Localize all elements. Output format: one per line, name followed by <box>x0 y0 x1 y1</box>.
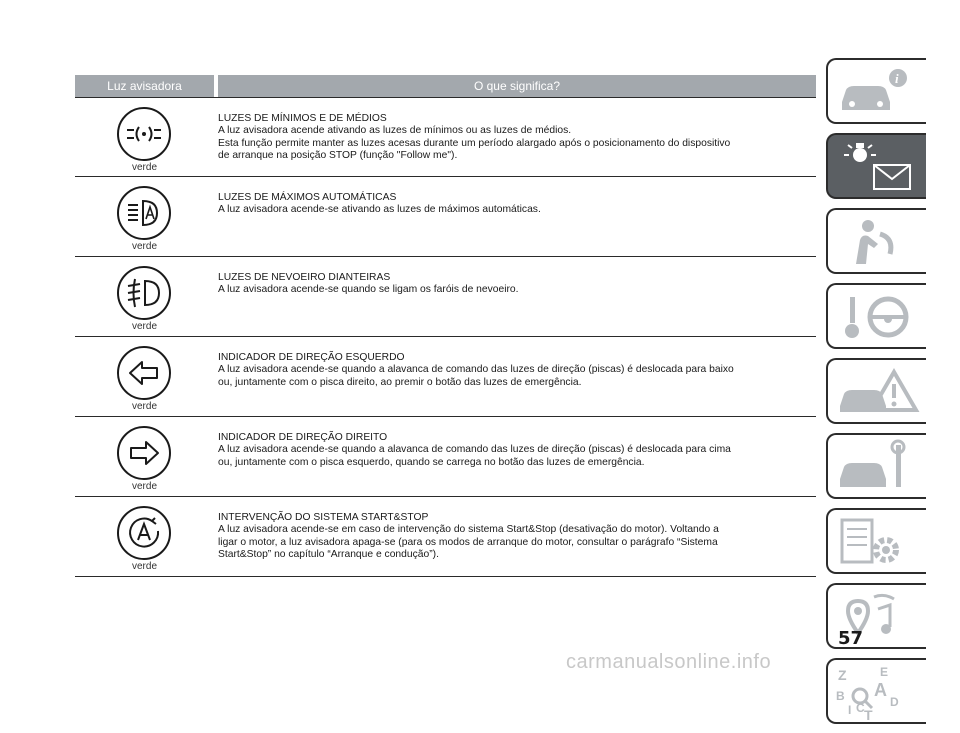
row-title: LUZES DE NEVOEIRO DIANTEIRAS <box>218 272 391 283</box>
low-beam-lights-icon <box>117 107 171 161</box>
row-text: Start&Stop” no capítulo “Arranque e condução”). <box>218 549 439 561</box>
row-text: ligar o motor, a luz avisadora apaga-se (para os modos de arranque do motor, consultar o parágrafo “Sistema <box>218 536 718 548</box>
left-turn-arrow-icon <box>117 346 171 400</box>
color-label: verde <box>131 561 157 572</box>
row-text: A luz avisadora acende ativando as luzes de mínimos ou as luzes de médios. <box>218 125 572 137</box>
description-cell <box>218 417 816 496</box>
color-label: verde <box>131 481 157 492</box>
index-letter: I <box>848 703 852 717</box>
row-text: ou, juntamente com o pisca esquerdo, quando se carrega no botão das luzes de emergência. <box>218 456 645 468</box>
header-warning-light: Luz avisadora <box>75 75 214 97</box>
index-letter: T <box>864 707 873 720</box>
icon-cell <box>75 177 214 256</box>
description-cell <box>218 257 816 336</box>
seat-airbag-icon[interactable] <box>826 208 926 274</box>
alphabetical-index-icon[interactable] <box>826 658 926 724</box>
index-letter: E <box>880 665 889 679</box>
index-letter: B <box>836 689 845 703</box>
row-title: INDICADOR DE DIREÇÃO ESQUERDO <box>218 352 405 363</box>
row-text: A luz avisadora acende-se em caso de intervenção do sistema Start&Stop (desativação do motor). Voltando a <box>218 524 719 536</box>
table-row <box>75 497 816 577</box>
color-label: verde <box>131 321 157 332</box>
table-row <box>75 177 816 257</box>
header-meaning: O que significa? <box>218 75 816 97</box>
index-letter: A <box>874 680 887 700</box>
table-row <box>75 337 816 417</box>
description-cell <box>218 337 816 416</box>
row-title: LUZES DE MÁXIMOS AUTOMÁTICAS <box>218 192 397 203</box>
table-header <box>75 75 816 97</box>
car-maintenance-icon[interactable] <box>826 433 926 499</box>
watermark: carmanualsonline.info <box>566 651 772 673</box>
description-cell <box>218 497 816 576</box>
warning-light-message-icon[interactable] <box>826 133 926 199</box>
row-text: A luz avisadora acende-se quando a alavanca de comando das luzes de direção (piscas) é deslocada para baixo <box>218 364 734 376</box>
index-letter: D <box>890 695 899 709</box>
icon-cell <box>75 417 214 496</box>
table-row <box>75 257 816 337</box>
row-title: INDICADOR DE DIREÇÃO DIREITO <box>218 432 388 443</box>
page-number: 57 <box>838 628 864 649</box>
auto-high-beam-icon <box>117 186 171 240</box>
icon-cell <box>75 497 214 576</box>
row-title: INTERVENÇÃO DO SISTEMA START&STOP <box>218 512 429 523</box>
car-info-icon[interactable] <box>826 58 926 124</box>
front-fog-lights-icon <box>117 266 171 320</box>
row-text: A luz avisadora acende-se quando a alavanca de comando das luzes de direção (piscas) é deslocada para cima <box>218 444 731 456</box>
row-text: Esta função permite manter as luzes acesas durante um período alargado após o posicionamento do dispositivo <box>218 137 731 149</box>
svg-text:i: i <box>895 71 899 86</box>
table-row <box>75 97 816 177</box>
color-label: verde <box>131 401 157 412</box>
car-crash-warning-icon[interactable] <box>826 358 926 424</box>
row-text: A luz avisadora acende-se quando se ligam os faróis de nevoeiro. <box>218 284 519 296</box>
icon-cell <box>75 98 214 176</box>
description-cell <box>218 98 816 176</box>
icon-cell <box>75 337 214 416</box>
row-text: ou, juntamente com o pisca direito, ao premir o botão das luzes de emergência. <box>218 376 582 388</box>
color-label: verde <box>131 162 157 173</box>
right-turn-arrow-icon <box>117 426 171 480</box>
index-letter: C <box>856 701 865 715</box>
row-text: A luz avisadora acende-se ativando as luzes de máximos automáticas. <box>218 204 541 216</box>
start-stop-icon <box>117 506 171 560</box>
table-row <box>75 417 816 497</box>
key-steering-wheel-icon[interactable] <box>826 283 926 349</box>
icon-cell <box>75 257 214 336</box>
technical-data-gear-icon[interactable] <box>826 508 926 574</box>
color-label: verde <box>131 241 157 252</box>
row-text: de arranque na posição STOP (função "Follow me"). <box>218 150 458 162</box>
index-letter: Z <box>838 667 847 683</box>
warning-lights-table <box>75 75 816 577</box>
description-cell <box>218 177 816 256</box>
row-title: LUZES DE MÍNIMOS E DE MÉDIOS <box>218 113 387 124</box>
